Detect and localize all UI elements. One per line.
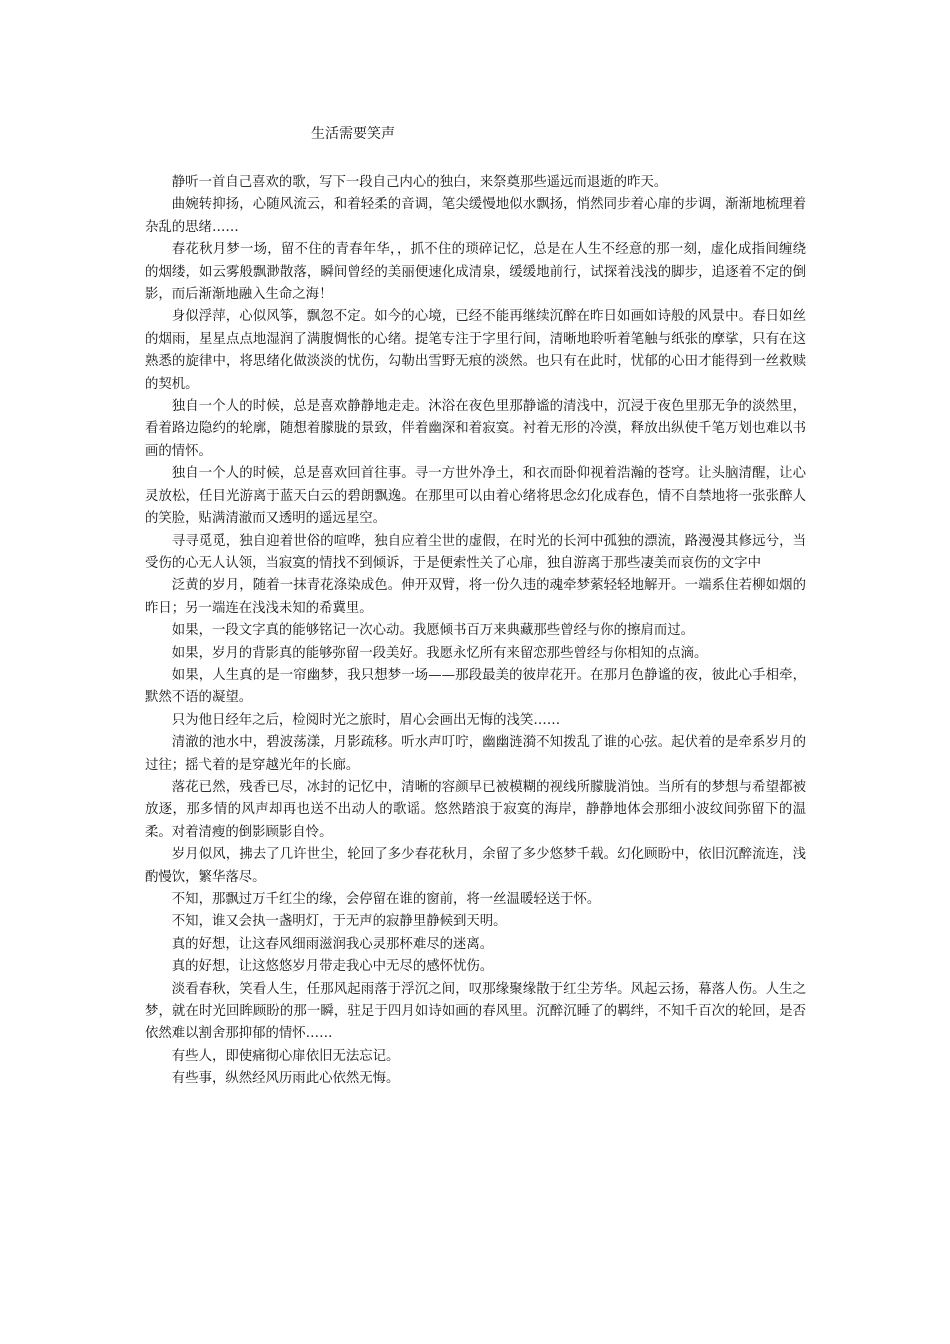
paragraph: 岁月似风，拂去了几许世尘，轮回了多少春花秋月，余留了多少悠梦千载。幻化顾盼中，依旧沉醉流连，浅酌慢饮，繁华落尽。: [145, 847, 806, 885]
paragraph: 如果，岁月的背影真的能够弥留一段美好。我愿永忆所有来留恋那些曾经与你相知的点滴。: [171, 645, 708, 661]
paragraph: 如果，一段文字真的能够铭记一次心动。我愿倾书百万来典藏那些曾经与你的擦肩而过。: [171, 623, 695, 639]
paragraph: 静听一首自己喜欢的歌，写下一段自己内心的独白，来祭奠那些遥远而退逝的昨天。: [171, 175, 668, 190]
paragraph: 如果，人生真的是一帘幽梦，我只想梦一场——那段最美的彼岸花开。在那月色静谧的夜，彼此心手相牵，默然不语的凝望。: [145, 667, 806, 706]
paragraph: 曲婉转抑扬，心随风流云，和着轻柔的音调，笔尖缓慢地似水飘扬，悄然同步着心扉的步调，渐渐地梳理着杂乱的思绪……: [145, 197, 806, 235]
paragraph: 真的好想，让这春风细雨滋润我心灵那杯难尽的迷离。: [171, 936, 494, 952]
paragraph: 清澈的池水中，碧波荡漾，月影疏移。听水声叮咛，幽幽涟漪不知拨乱了谁的心弦。起伏着的是牵系岁月的过往；摇弋着的是穿越光年的长廊。: [145, 735, 806, 773]
paragraph: 有些人，即使痛彻心扉依旧无法忘记。: [171, 1048, 400, 1064]
paragraph: 身似浮萍，心似风筝，飘忽不定。如今的心境，已经不能再继续沉醉在昨日如画如诗般的风景中。春日如丝的烟雨，星星点点地湿润了满腹惆怅的心绪。提笔专注于字里行间，清晰地聆听着笔触与纸张的摩挲，只有在这熟悉的旋律中，将思绪化做淡淡的忧伤，勾勒出雪野无痕的淡然。也只有在此时，忧郁的心田才能得到一丝救赎的契机。: [145, 309, 806, 392]
document-title: 生活需要笑声: [311, 126, 395, 142]
paragraph: 只为他日经年之后，检阅时光之旅时，眉心会画出无悔的浅笑……: [171, 712, 561, 728]
document-body: [145, 172, 806, 1091]
paragraph: 落花已然，残香已尽，冰封的记忆中，清晰的容颜早已被模糊的视线所朦胧消蚀。当所有的梦想与希望都被放逐，那多情的风声却再也送不出动人的歌谣。悠然踏浪于寂寞的海岸，静静地体会那细小波纹间弥留下的温柔。对着清瘦的倒影顾影自怜。: [145, 779, 806, 840]
paragraph: 独自一个人的时候，总是喜欢静静地走走。沐浴在夜色里那静谧的清浅中，沉浸于夜色里那无争的淡然里，看着路边隐约的轮廓，随想着朦胧的景致，伴着幽深和着寂寞。衬着无形的冷漠，释放出纵使千笔万划也难以书画的情怀。: [145, 399, 806, 459]
paragraph: 不知，那飘过万千红尘的缘，会停留在谁的窗前，将一丝温暖轻送于怀。: [171, 892, 601, 907]
paragraph: 真的好想，让这悠悠岁月带走我心中无尽的感怀忧伤。: [171, 959, 494, 975]
paragraph: 有些事，纵然经风历雨此心依然无悔。: [171, 1071, 400, 1087]
paragraph: 春花秋月梦一场，留不住的青春年华，，抓不住的琐碎记忆，总是在人生不经意的那一刻，虚化成指间缠绕的烟缕，如云雾般飘渺散落，瞬间曾经的美丽便速化成清泉，缓缓地前行，试探着浅浅的脚步，追逐着不定的倒影，而后渐渐地融入生命之海！: [145, 242, 806, 303]
paragraph: 不知，谁又会执一盏明灯，于无声的寂静里静候到天明。: [171, 914, 507, 930]
paragraph: 泛黄的岁月，随着一抹青花涤染成色。伸开双臂，将一份久违的魂牵梦萦轻轻地解开。一端系住若柳如烟的昨日；另一端连在浅浅未知的希冀里。: [145, 578, 806, 616]
paragraph: 独自一个人的时候，总是喜欢回首往事。寻一方世外净土，和衣而卧仰视着浩瀚的苍穹。让头脑清醒，让心灵放松，任目光游离于蓝天白云的碧朗飘逸。在那里可以由着心绪将思念幻化成春色，情不自禁地将一张张醉人的笑脸，贴满清澈而又透明的遥远星空。: [145, 466, 806, 527]
paragraph: 寻寻觅觅，独自迎着世俗的喧哗，独自应着尘世的虚假，在时光的长河中孤独的漂流，路漫漫其修远兮，当受伤的心无人认领，当寂寞的情找不到倾诉，于是便索性关了心扉，独自游离于那些凄美而哀伤的文字中: [145, 533, 806, 571]
paragraph: 淡看春秋，笑看人生，任那风起雨落于浮沉之间，叹那缘聚缘散于红尘芳华。风起云扬，幕落人伤。人生之梦，就在时光回眸顾盼的那一瞬，驻足于四月如诗如画的春风里。沉醉沉睡了的羁绊，不知千百次的轮回，是否依然难以割舍那抑郁的情怀……: [145, 981, 806, 1042]
